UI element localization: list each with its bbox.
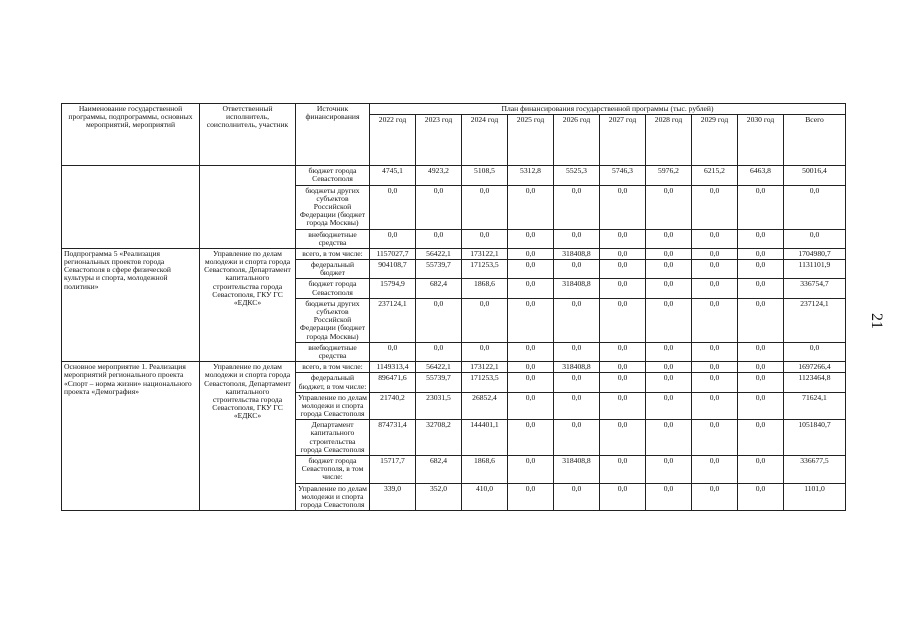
year-value-cell: 0,0: [600, 373, 646, 392]
total-value-cell: 0,0: [784, 229, 846, 248]
header-plan: План финансирования государственной программы (тыс. рублей): [370, 104, 846, 115]
year-value-cell: 1868,6: [462, 456, 508, 484]
year-value-cell: 0,0: [416, 185, 462, 229]
funding-source-cell: бюджет города Севастополя, в том числе:: [296, 456, 370, 484]
year-value-cell: 0,0: [692, 373, 738, 392]
year-value-cell: 0,0: [600, 229, 646, 248]
funding-source-cell: внебюджетные средства: [296, 229, 370, 248]
year-value-cell: 0,0: [554, 392, 600, 420]
year-value-cell: 0,0: [738, 483, 784, 511]
funding-source-cell: внебюджетные средства: [296, 342, 370, 361]
program-name-cell: Основное мероприятие 1. Реализация мероприятий регионального проекта «Спорт – норма жизни» национального проекта «Демография»: [62, 362, 200, 511]
table-row: [62, 248, 846, 259]
executor-cell: Управление по делам молодежи и спорта города Севастополя, Департамент капитального строительства города Севастополя, ГКУ ГС «ЕДКС»: [200, 248, 296, 361]
financing-table: [61, 103, 846, 511]
header-executor: Ответственный исполнитель, соисполнитель, участник: [200, 104, 296, 166]
year-value-cell: 0,0: [738, 260, 784, 279]
year-value-cell: 5312,8: [508, 166, 554, 185]
year-value-cell: 0,0: [508, 260, 554, 279]
year-value-cell: 0,0: [692, 362, 738, 373]
total-value-cell: 336754,7: [784, 279, 846, 298]
year-value-cell: 0,0: [646, 483, 692, 511]
year-value-cell: 0,0: [646, 298, 692, 342]
funding-source-cell: Управление по делам молодежи и спорта города Севастополя: [296, 392, 370, 420]
year-value-cell: 904108,7: [370, 260, 416, 279]
year-value-cell: 0,0: [554, 185, 600, 229]
year-value-cell: 896471,6: [370, 373, 416, 392]
year-value-cell: 1868,6: [462, 279, 508, 298]
header-year: 2029 год: [692, 115, 738, 166]
funding-source-cell: всего, в том числе:: [296, 248, 370, 259]
year-value-cell: 874731,4: [370, 420, 416, 456]
page-number: 21: [868, 313, 885, 329]
year-value-cell: 0,0: [692, 342, 738, 361]
executor-cell: Управление по делам молодежи и спорта города Севастополя, Департамент капитального строительства города Севастополя, ГКУ ГС «ЕДКС»: [200, 362, 296, 511]
year-value-cell: 0,0: [416, 342, 462, 361]
year-value-cell: 0,0: [508, 483, 554, 511]
year-value-cell: 0,0: [462, 185, 508, 229]
year-value-cell: 0,0: [646, 362, 692, 373]
year-value-cell: 0,0: [508, 456, 554, 484]
table-row: [62, 362, 846, 373]
year-value-cell: 173122,1: [462, 248, 508, 259]
funding-source-cell: федеральный бюджет: [296, 260, 370, 279]
year-value-cell: 21740,2: [370, 392, 416, 420]
year-value-cell: 1149313,4: [370, 362, 416, 373]
year-value-cell: 0,0: [738, 392, 784, 420]
year-value-cell: 6215,2: [692, 166, 738, 185]
year-value-cell: 0,0: [416, 229, 462, 248]
year-value-cell: 15717,7: [370, 456, 416, 484]
total-value-cell: 0,0: [784, 342, 846, 361]
year-value-cell: 0,0: [508, 342, 554, 361]
funding-source-cell: Управление по делам молодежи и спорта города Севастополя: [296, 483, 370, 511]
year-value-cell: 23031,5: [416, 392, 462, 420]
header-year: 2026 год: [554, 115, 600, 166]
year-value-cell: 0,0: [462, 229, 508, 248]
year-value-cell: 4923,2: [416, 166, 462, 185]
total-value-cell: 237124,1: [784, 298, 846, 342]
header-total: Всего: [784, 115, 846, 166]
year-value-cell: 0,0: [600, 420, 646, 456]
year-value-cell: 0,0: [600, 456, 646, 484]
funding-source-cell: бюджет города Севастополя: [296, 279, 370, 298]
year-value-cell: 0,0: [646, 229, 692, 248]
year-value-cell: 0,0: [370, 185, 416, 229]
year-value-cell: 15794,9: [370, 279, 416, 298]
year-value-cell: 0,0: [646, 185, 692, 229]
year-value-cell: 0,0: [508, 248, 554, 259]
year-value-cell: 0,0: [692, 229, 738, 248]
year-value-cell: 0,0: [738, 229, 784, 248]
total-value-cell: 0,0: [784, 185, 846, 229]
year-value-cell: 0,0: [646, 420, 692, 456]
year-value-cell: 0,0: [646, 373, 692, 392]
year-value-cell: 0,0: [692, 420, 738, 456]
year-value-cell: 0,0: [738, 248, 784, 259]
year-value-cell: 0,0: [738, 298, 784, 342]
total-value-cell: 1131101,9: [784, 260, 846, 279]
header-name: Наименование государственной программы, подпрограммы, основных мероприятий, мероприятий: [62, 104, 200, 166]
year-value-cell: 0,0: [646, 260, 692, 279]
year-value-cell: 5108,5: [462, 166, 508, 185]
total-value-cell: 336677,5: [784, 456, 846, 484]
year-value-cell: 0,0: [646, 279, 692, 298]
year-value-cell: 0,0: [508, 185, 554, 229]
header-year: 2030 год: [738, 115, 784, 166]
total-value-cell: 1051840,7: [784, 420, 846, 456]
year-value-cell: 0,0: [600, 279, 646, 298]
year-value-cell: 55739,7: [416, 260, 462, 279]
year-value-cell: 0,0: [692, 248, 738, 259]
year-value-cell: 0,0: [554, 483, 600, 511]
year-value-cell: 6463,8: [738, 166, 784, 185]
total-value-cell: 50016,4: [784, 166, 846, 185]
year-value-cell: 0,0: [508, 373, 554, 392]
year-value-cell: 0,0: [738, 279, 784, 298]
total-value-cell: 1101,0: [784, 483, 846, 511]
year-value-cell: 0,0: [738, 456, 784, 484]
year-value-cell: 0,0: [692, 483, 738, 511]
year-value-cell: 56422,1: [416, 362, 462, 373]
year-value-cell: 0,0: [508, 362, 554, 373]
year-value-cell: 0,0: [554, 298, 600, 342]
year-value-cell: 171253,5: [462, 373, 508, 392]
year-value-cell: 0,0: [600, 362, 646, 373]
year-value-cell: 0,0: [600, 483, 646, 511]
total-value-cell: 1704980,7: [784, 248, 846, 259]
year-value-cell: 26852,4: [462, 392, 508, 420]
year-value-cell: 0,0: [738, 362, 784, 373]
year-value-cell: 0,0: [738, 342, 784, 361]
year-value-cell: 0,0: [738, 420, 784, 456]
header-year: 2022 год: [370, 115, 416, 166]
year-value-cell: 32708,2: [416, 420, 462, 456]
year-value-cell: 339,0: [370, 483, 416, 511]
year-value-cell: 352,0: [416, 483, 462, 511]
year-value-cell: 318408,8: [554, 248, 600, 259]
year-value-cell: 0,0: [692, 185, 738, 229]
year-value-cell: 0,0: [508, 392, 554, 420]
total-value-cell: 71624,1: [784, 392, 846, 420]
total-value-cell: 1123464,8: [784, 373, 846, 392]
year-value-cell: 682,4: [416, 279, 462, 298]
year-value-cell: 0,0: [692, 260, 738, 279]
year-value-cell: 0,0: [416, 298, 462, 342]
year-value-cell: 318408,8: [554, 279, 600, 298]
year-value-cell: 173122,1: [462, 362, 508, 373]
year-value-cell: 144401,1: [462, 420, 508, 456]
year-value-cell: 55739,7: [416, 373, 462, 392]
funding-source-cell: Департамент капитального строительства города Севастополя: [296, 420, 370, 456]
year-value-cell: 0,0: [370, 342, 416, 361]
funding-source-cell: бюджет города Севастополя: [296, 166, 370, 185]
funding-source-cell: федеральный бюджет, в том числе:: [296, 373, 370, 392]
year-value-cell: 0,0: [462, 342, 508, 361]
year-value-cell: 0,0: [462, 298, 508, 342]
year-value-cell: 56422,1: [416, 248, 462, 259]
year-value-cell: 0,0: [600, 248, 646, 259]
year-value-cell: 0,0: [508, 229, 554, 248]
table-body: [62, 166, 846, 511]
year-value-cell: 171253,5: [462, 260, 508, 279]
header-year: 2027 год: [600, 115, 646, 166]
year-value-cell: 0,0: [692, 279, 738, 298]
year-value-cell: 0,0: [554, 342, 600, 361]
year-value-cell: 0,0: [646, 456, 692, 484]
year-value-cell: 0,0: [600, 185, 646, 229]
year-value-cell: 0,0: [600, 260, 646, 279]
year-value-cell: 0,0: [554, 229, 600, 248]
year-value-cell: 0,0: [646, 248, 692, 259]
header-year: 2028 год: [646, 115, 692, 166]
year-value-cell: 4745,1: [370, 166, 416, 185]
year-value-cell: 682,4: [416, 456, 462, 484]
year-value-cell: 0,0: [600, 392, 646, 420]
year-value-cell: 0,0: [738, 373, 784, 392]
year-value-cell: 0,0: [692, 456, 738, 484]
year-value-cell: 0,0: [554, 373, 600, 392]
year-value-cell: 318408,8: [554, 362, 600, 373]
header-year: 2024 год: [462, 115, 508, 166]
year-value-cell: 0,0: [508, 279, 554, 298]
year-value-cell: 410,0: [462, 483, 508, 511]
funding-source-cell: всего, в том числе:: [296, 362, 370, 373]
year-value-cell: 0,0: [692, 392, 738, 420]
header-year: 2025 год: [508, 115, 554, 166]
year-value-cell: 0,0: [738, 185, 784, 229]
funding-source-cell: бюджеты других субъектов Российской Федерации (бюджет города Москвы): [296, 185, 370, 229]
year-value-cell: 0,0: [646, 392, 692, 420]
year-value-cell: 1157027,7: [370, 248, 416, 259]
header-source: Источник финансирования: [296, 104, 370, 166]
year-value-cell: 0,0: [554, 420, 600, 456]
year-value-cell: 5746,3: [600, 166, 646, 185]
year-value-cell: 0,0: [554, 260, 600, 279]
program-name-cell: [62, 166, 200, 249]
year-value-cell: 0,0: [508, 298, 554, 342]
funding-source-cell: бюджеты других субъектов Российской Федерации (бюджет города Москвы): [296, 298, 370, 342]
year-value-cell: 0,0: [692, 298, 738, 342]
program-name-cell: Подпрограмма 5 «Реализация региональных проектов города Севастополя в сфере физической культуры и спорта, молодежной политики»: [62, 248, 200, 361]
year-value-cell: 0,0: [370, 229, 416, 248]
year-value-cell: 0,0: [646, 342, 692, 361]
year-value-cell: 318408,8: [554, 456, 600, 484]
executor-cell: [200, 166, 296, 249]
year-value-cell: 0,0: [508, 420, 554, 456]
total-value-cell: 1697266,4: [784, 362, 846, 373]
year-value-cell: 0,0: [600, 298, 646, 342]
year-value-cell: 237124,1: [370, 298, 416, 342]
year-value-cell: 5525,3: [554, 166, 600, 185]
header-year: 2023 год: [416, 115, 462, 166]
year-value-cell: 5976,2: [646, 166, 692, 185]
year-value-cell: 0,0: [600, 342, 646, 361]
table-row: [62, 166, 846, 185]
